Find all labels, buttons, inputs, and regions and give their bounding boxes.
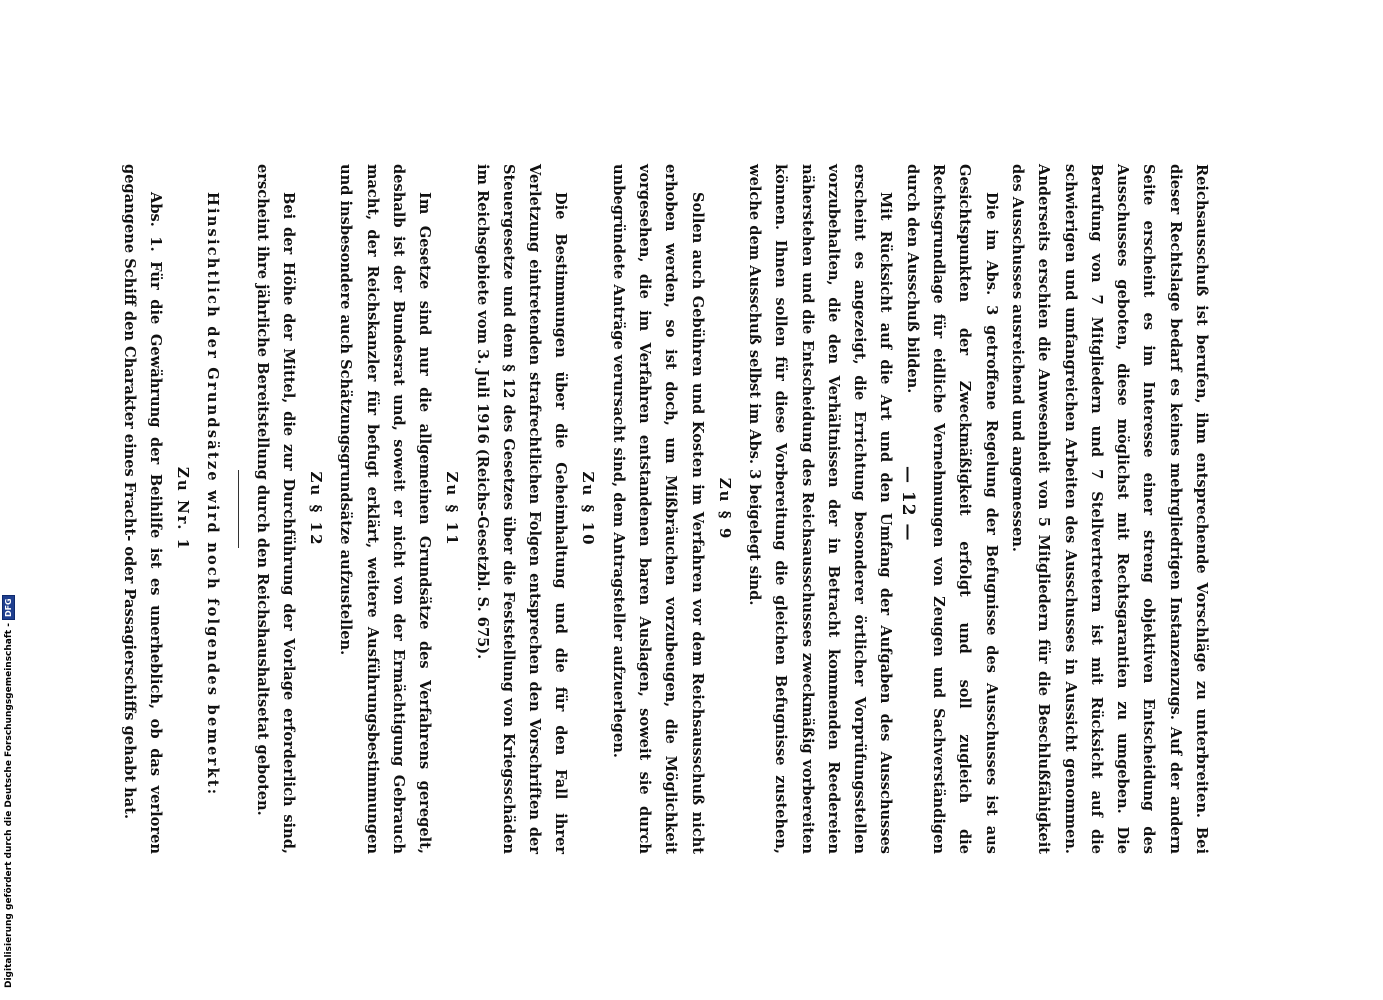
paragraph-2: Die im Abs. 3 getroffene Regelung der Befugnisse des Ausschusses ist aus Gesichtspunkten der Zweckmäßigkeit erfolgt und soll zugleich die Rechtsgrundlage für eidliche Vernehmungen von Zeugen und Sachverständigen durch den Ausschuß bilden. — [903, 164, 1000, 854]
scanned-page: — 12 — Reichsausschuß ist berufen, ihm entsprechende Vorschläge zu unterbreiten. Bei dieser Rechtslage bedarf es keines mehrgliedrigen Instanzenzugs. Auf der andern Seite erscheint es im Interesse einer streng objektiven Entscheidung des Ausschusses geboten, diese möglichst mit Rechtsgarantien zu umgeben. Die Berufung von 7 Mitgliedern und 7 Stellvertretern ist mit Rücksicht auf die schwierigen und umfangreichen Arbeiten des Ausschusses in Aussicht genommen. Anderseits erschien die Anwesenheit von 5 Mitgliedern für die Beschlußfähigkeit des Ausschusses ausreichend und angemessen. Die im Abs. 3 getroffene Regelung der Befugnisse des Ausschusses ist aus Gesichtspunkten der Zweckmäßigkeit erfolgt und soll zugleich die Rechtsgrundlage für eidliche Vernehmungen von Zeugen und Sachverständigen durch den Ausschuß bilden. Mit Rücksicht auf die Art und den Umfang der Aufgaben des Ausschusses erscheint es angezeigt, die Errichtung besonderer örtlicher Vorprüfungsstellen vorzubehalten, die den Verhältnissen der in Betracht kommenden Reedereien näherstehen und die Entscheidung des Reichsausschusses zweckmäßig vorbereiten können. Ihnen sollen für diese Vorbereitung die gleichen Befugnisse zustehen, welche dem Ausschuß selbst im Abs. 3 beigelegt sind. Zu § 9 Sollen auch Gebühren und Kosten im Verfahren vor dem Reichsausschuß nicht erhoben werden, so ist doch, um Mißbräuchen vorzubeugen, die Möglichkeit vorgesehen, die im Verfahren entstandenen baren Auslagen, soweit sie durch unbegründete Anträge verursacht sind, dem Antragsteller aufzuerlegen. Zu § 10 Die Bestimmungen über die Geheimhaltung und die für den Fall ihrer Verletzung eintretenden strafrechtlichen Folgen entsprechen den Vorschriften der Steuergesetze und dem § 12 des Gesetzes über die Feststellung von Kriegsschäden im Reichsgebiete vom 3. Juli 1916 (Reichs-Gesetzbl. S. 675). Zu § 11 Im Gesetze sind nur die allgemeinen Grundsätze des Verfahrens geregelt, deshalb ist der Bundesrat und, soweit er nicht von der Ermächtigung Gebrauch macht, der Reichskanzler für befugt erklärt, weitere Ausführungsbestimmungen und insbesondere auch Schätzungsgrundsätze aufzustellen. Zu § 12 Bei der Höhe der Mittel, die zur Durchführung der Vorlage erforderlich sind, erscheint ihre jährliche Bereitstellung durch den Reichshaushaltsetat geboten. Hinsichtlich der Grundsätze wird noch folgendes bemerkt: Zu Nr. 1 Abs. 1. Für die Gewährung der Beihilfe ist es unerheblich, ob das verloren gegangene Schiff den Charakter eines Fracht- oder Passagierschiffs gehabt hat. — [140, 150, 1250, 870]
credit-text: Digitalisierung gefördert durch die Deutsche Forschungsgemeinschaft - — [3, 623, 14, 988]
paragraph-7: Bei der Höhe der Mittel, die zur Durchführung der Vorlage erforderlich sind, erscheint ihre jährliche Bereitstellung durch den Reichshaushaltsetat geboten. — [253, 164, 298, 854]
paragraph-1: Reichsausschuß ist berufen, ihm entsprechende Vorschläge zu unterbreiten. Bei dieser Rechtslage bedarf es keines mehrgliedrigen Instanzenzugs. Auf der andern Seite erscheint es im Interesse einer streng objektiven Entscheidung des Ausschusses geboten, diese möglichst mit Rechtsgarantien zu umgeben. Die Berufung von 7 Mitgliedern und 7 Stellvertretern ist mit Rücksicht auf die schwierigen und umfangreichen Arbeiten des Ausschusses in Aussicht genommen. Anderseits erschien die Anwesenheit von 5 Mitgliedern für die Beschlußfähigkeit des Ausschusses ausreichend und angemessen. — [1008, 164, 1210, 854]
paragraph-6: Im Gesetze sind nur die allgemeinen Grundsätze des Verfahrens geregelt, deshalb ist der Bundesrat und, soweit er nicht von der Ermächtigung Gebrauch macht, der Reichskanzler für befugt erklärt, weitere Ausführungsbestimmungen und insbesondere auch Schätzungsgrundsätze aufzustellen. — [337, 164, 434, 854]
paragraph-5: Die Bestimmungen über die Geheimhaltung und die für den Fall ihrer Verletzung eintretenden strafrechtlichen Folgen entsprechen den Vorschriften der Steuergesetze und dem § 12 des Gesetzes über die Feststellung von Kriegsschäden im Reichsgebiete vom 3. Juli 1916 (Reichs-Gesetzbl. S. 675). — [473, 164, 570, 854]
paragraph-9: Abs. 1. Für die Gewährung der Beihilfe ist es unerheblich, ob das verloren gegangene Schiff den Charakter eines Fracht- oder Passagierschiffs gehabt hat. — [120, 164, 165, 854]
paragraph-8: Hinsichtlich der Grundsätze wird noch folgendes bemerkt: — [204, 192, 222, 797]
heading-section-10: Zu § 10 — [579, 471, 598, 547]
paragraph-3: Mit Rücksicht auf die Art und den Umfang der Aufgaben des Ausschusses erscheint es angezeigt, die Errichtung besonderer örtlicher Vorprüfungsstellen vorzubehalten, die den Verhältnissen der in Betracht kommenden Reedereien näherstehen und die Entscheidung des Reichsausschusses zweckmäßig vorbereiten können. Ihnen sollen für diese Vorbereitung die gleichen Befugnisse zustehen, welche dem Ausschuß selbst im Abs. 3 beigelegt sind. — [745, 164, 895, 854]
dfg-logo-icon: DFG — [2, 595, 15, 620]
page-body — [116, 164, 1214, 854]
heading-section-12: Zu § 12 — [307, 471, 326, 547]
heading-section-11: Zu § 11 — [443, 471, 462, 547]
heading-section-9: Zu § 9 — [715, 477, 734, 541]
digitization-credit — [2, 595, 15, 988]
divider-rule — [239, 470, 240, 548]
heading-nr-1: Zu Nr. 1 — [174, 466, 193, 552]
paragraph-4: Sollen auch Gebühren und Kosten im Verfahren vor dem Reichsausschuß nicht erhoben werden, so ist doch, um Mißbräuchen vorzubeugen, die Möglichkeit vorgesehen, die im Verfahren entstandenen baren Auslagen, soweit sie durch unbegründete Anträge verursacht sind, dem Antragsteller aufzuerlegen. — [609, 164, 706, 854]
